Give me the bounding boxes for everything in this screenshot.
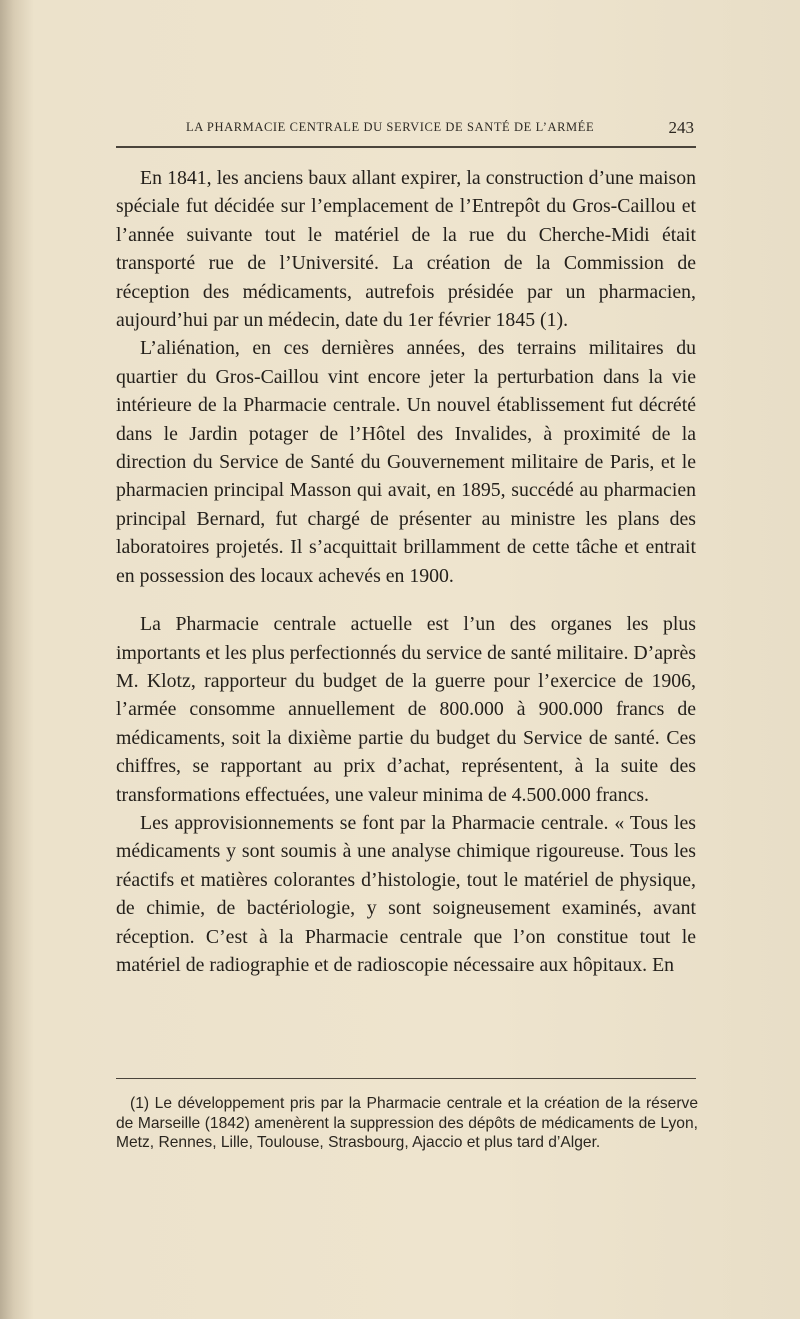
paragraph: La Pharmacie centrale actuelle est l’un des organes les plus importants et les plus perfectionnés du service de santé militaire. D’après M. Klotz, rapporteur du budget de la guerre pour l’exercice de 1906, l’armée consomme annuellement de 800.000 à 900.000 francs de médicaments, soit la dixième partie du budget du Service de santé. Ces chiffres, se rapportant au prix d’achat, représentent, à la suite des transformations effectuées, une valeur minima de 4.500.000 francs. [116,613,696,806]
paragraph: En 1841, les anciens baux allant expirer, la construction d’une maison spéciale fut décidée sur l’emplacement de l’Entrepôt du Gros-Caillou et l’année suivante tout le matériel de la rue du Cherche-Midi était transporté rue de l’Université. La création de la Commission de réception des médicaments, autrefois présidée par un pharmacien, aujourd’hui par un médecin, date du 1er février 1845 (1). [116,167,696,332]
paragraph: Les approvisionnements se font par la Pharmacie centrale. « Tous les médicaments y sont soumis à une analyse chimique rigoureuse. Tous les réactifs et matières colorantes d’histologie, tout le matériel de physique, de chimie, de bactériologie, y sont soigneusement examinés, avant réception. C’est à la Pharmacie centrale que l’on constitue tout le matériel de radiographie et de radioscopie nécessaire aux hôpitaux. En [116,811,696,976]
footnote [116,1094,698,1153]
running-header [116,118,696,142]
paragraph: L’aliénation, en ces dernières années, des terrains militaires du quartier du Gros-Caillou vint encore jeter la perturbation dans la vie intérieure de la Pharmacie centrale. Un nouvel établissement fut décrété dans le Jardin potager de l’Hôtel des Invalides, à proximité de la direction du Service de Santé du Gouvernement militaire de Paris, et le pharmacien principal Masson qui avait, en 1895, succédé au pharmacien principal Bernard, fut chargé de présenter au ministre les plans des laboratoires projetés. Il s’acquittait brillamment de cette tâche et entrait en possession des locaux achevés en 1900. [116,337,696,587]
page-number: 243 [668,118,694,137]
header-rule [116,146,696,148]
footnote-text: (1) Le développement pris par la Pharmacie centrale et la création de la réserve de Marseille (1842) amenèrent la suppression des dépôts de médicaments de Lyon, Metz, Rennes, Lille, Toulouse, Strasbourg, Ajaccio et plus tard d’Alger. [116,1095,698,1152]
footnote-rule [116,1078,696,1079]
running-title: LA PHARMACIE CENTRALE DU SERVICE DE SANTÉ DE L’ARMÉE [186,120,595,134]
body-text [116,164,696,979]
